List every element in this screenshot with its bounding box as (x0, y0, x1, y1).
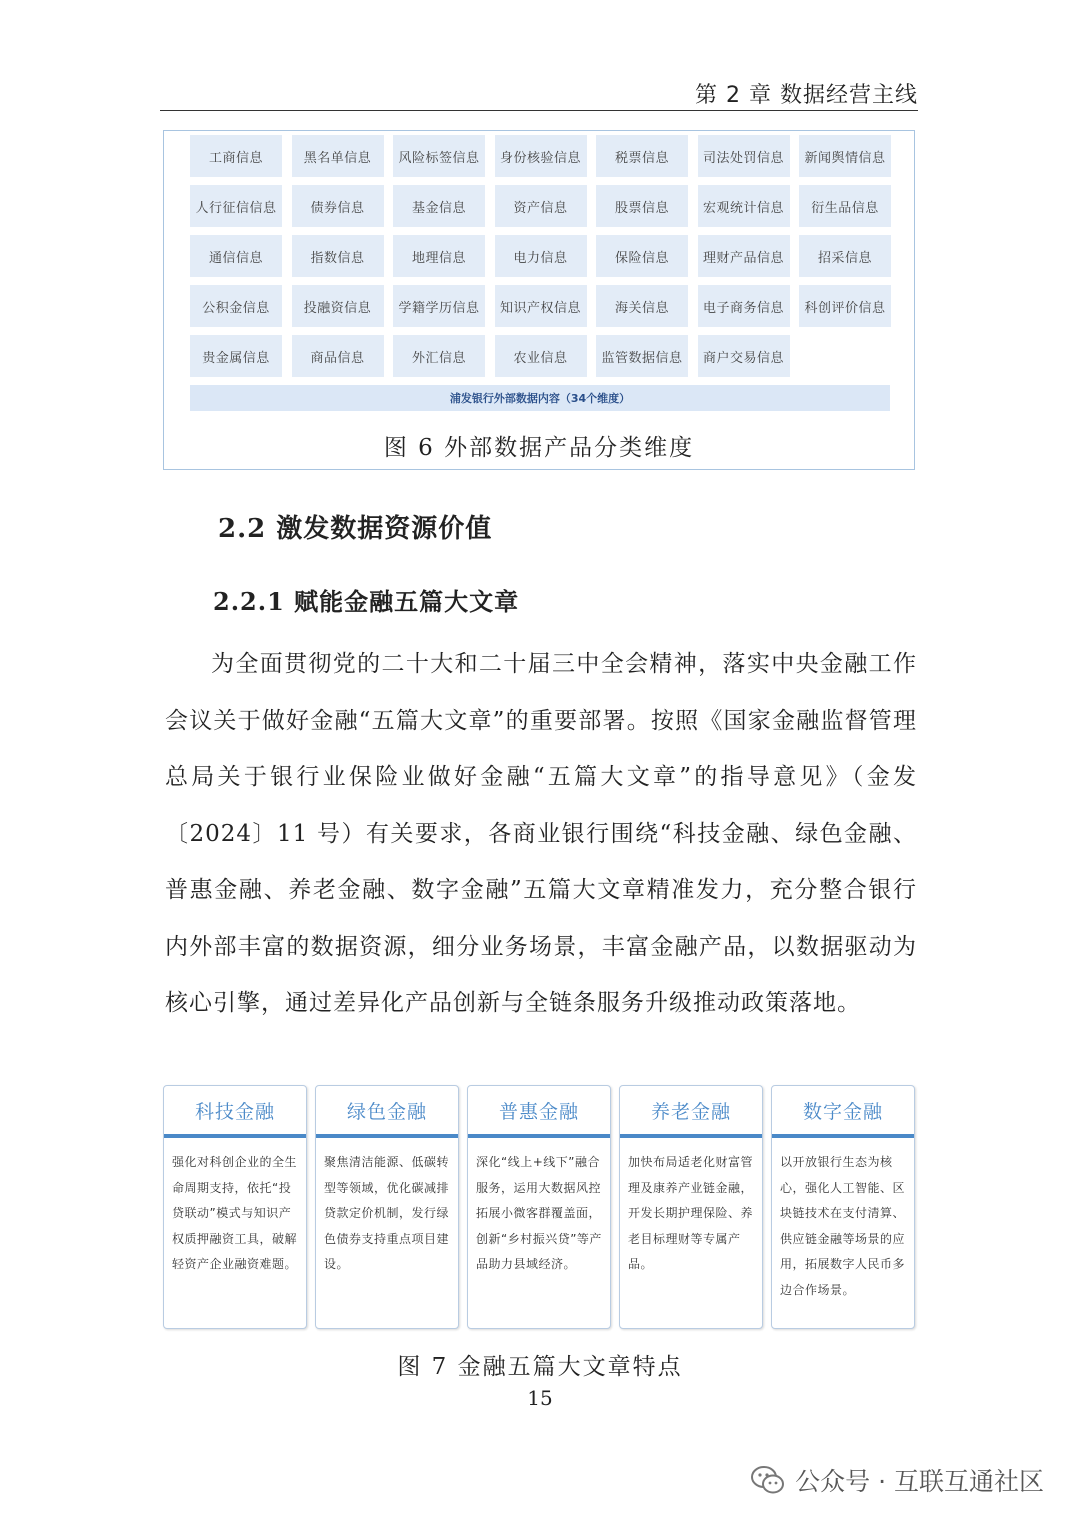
figure-7-caption: 图 7 金融五篇大文章特点 (397, 1354, 683, 1380)
card-title: 普惠金融 (468, 1086, 610, 1138)
category-cell: 知识产权信息 (495, 285, 587, 327)
card-tech-finance (163, 1085, 307, 1329)
category-cell: 电子商务信息 (698, 285, 790, 327)
category-cell: 衍生品信息 (799, 185, 891, 227)
category-cell: 商品信息 (292, 335, 384, 377)
category-cell: 招采信息 (799, 235, 891, 277)
watermark (751, 1462, 1044, 1498)
card-title: 科技金融 (164, 1086, 306, 1138)
category-cell: 基金信息 (393, 185, 485, 227)
card-title: 养老金融 (620, 1086, 762, 1138)
data-category-grid (190, 135, 890, 377)
card-digital-finance (771, 1085, 915, 1329)
category-cell: 海关信息 (596, 285, 688, 327)
card-title: 绿色金融 (316, 1086, 458, 1138)
category-cell: 监管数据信息 (596, 335, 688, 377)
body-paragraph: 为全面贯彻党的二十大和二十届三中全会精神，落实中央金融工作会议关于做好金融“五篇大文章”的重要部署。按照《国家金融监督管理总局关于银行业保险业做好金融“五篇大文章”的指导意见》（金发〔2024〕11 号）有关要求，各商业银行围绕“科技金融、绿色金融、普惠金融、养老金融、数字金融”五篇大文章精准发力，充分整合银行内外部丰富的数据资源，细分业务场景，丰富金融产品，以数据驱动为核心引擎，通过差异化产品创新与全链条服务升级推动政策落地。 (165, 651, 917, 1016)
card-text: 强化对科创企业的全生命周期支持，依托“投贷联动”模式与知识产权质押融资工具，破解轻资产企业融资难题。 (172, 1155, 298, 1271)
category-cell: 债券信息 (292, 185, 384, 227)
category-cell: 人行征信信息 (190, 185, 282, 227)
category-cell: 保险信息 (596, 235, 688, 277)
category-cell: 司法处罚信息 (698, 135, 790, 177)
figure-6-caption: 图 6 外部数据产品分类维度 (383, 435, 695, 461)
figure-6-banner: 浦发银行外部数据内容（34个维度） (190, 385, 890, 411)
category-cell: 电力信息 (495, 235, 587, 277)
wechat-icon (751, 1465, 785, 1495)
card-pension-finance (619, 1085, 763, 1329)
category-cell: 风险标签信息 (393, 135, 485, 177)
chapter-title: 第 2 章 数据经营主线 (695, 83, 918, 108)
category-cell: 公积金信息 (190, 285, 282, 327)
category-cell: 税票信息 (596, 135, 688, 177)
card-text: 深化“线上+线下”融合服务，运用大数据风控拓展小微客群覆盖面，创新“乡村振兴贷”等产品助力县域经济。 (476, 1155, 602, 1271)
category-cell: 股票信息 (596, 185, 688, 227)
category-cell: 科创评价信息 (799, 285, 891, 327)
section-heading: 2.2 激发数据资源价值 (218, 514, 493, 544)
category-cell: 农业信息 (495, 335, 587, 377)
figure-7 (163, 1085, 916, 1329)
category-cell: 投融资信息 (292, 285, 384, 327)
category-cell: 指数信息 (292, 235, 384, 277)
card-text: 聚焦清洁能源、低碳转型等领域，优化碳减排贷款定价机制，发行绿色债券支持重点项目建设。 (324, 1155, 450, 1271)
category-cell: 商户交易信息 (698, 335, 790, 377)
category-cell: 通信信息 (190, 235, 282, 277)
category-cell: 新闻舆情信息 (799, 135, 891, 177)
category-cell: 外汇信息 (393, 335, 485, 377)
category-cell: 理财产品信息 (698, 235, 790, 277)
page-header (160, 72, 918, 111)
card-text: 加快布局适老化财富管理及康养产业链金融，开发长期护理保险、养老目标理财等专属产品。 (628, 1155, 754, 1271)
page-number: 15 (527, 1386, 553, 1410)
subsection-heading: 2.2.1 赋能金融五篇大文章 (213, 587, 520, 616)
category-cell: 地理信息 (393, 235, 485, 277)
category-cell: 宏观统计信息 (698, 185, 790, 227)
card-text: 以开放银行生态为核心，强化人工智能、区块链技术在支付清算、供应链金融等场景的应用，拓展数字人民币多边合作场景。 (780, 1155, 906, 1297)
category-cell: 黑名单信息 (292, 135, 384, 177)
category-cell: 贵金属信息 (190, 335, 282, 377)
figure-6 (163, 130, 915, 470)
category-cell: 学籍学历信息 (393, 285, 485, 327)
watermark-text: 公众号 · 互联互通社区 (795, 1467, 1044, 1496)
card-green-finance (315, 1085, 459, 1329)
category-cell: 身份核验信息 (495, 135, 587, 177)
card-title: 数字金融 (772, 1086, 914, 1138)
category-cell: 工商信息 (190, 135, 282, 177)
card-inclusive-finance (467, 1085, 611, 1329)
category-cell: 资产信息 (495, 185, 587, 227)
